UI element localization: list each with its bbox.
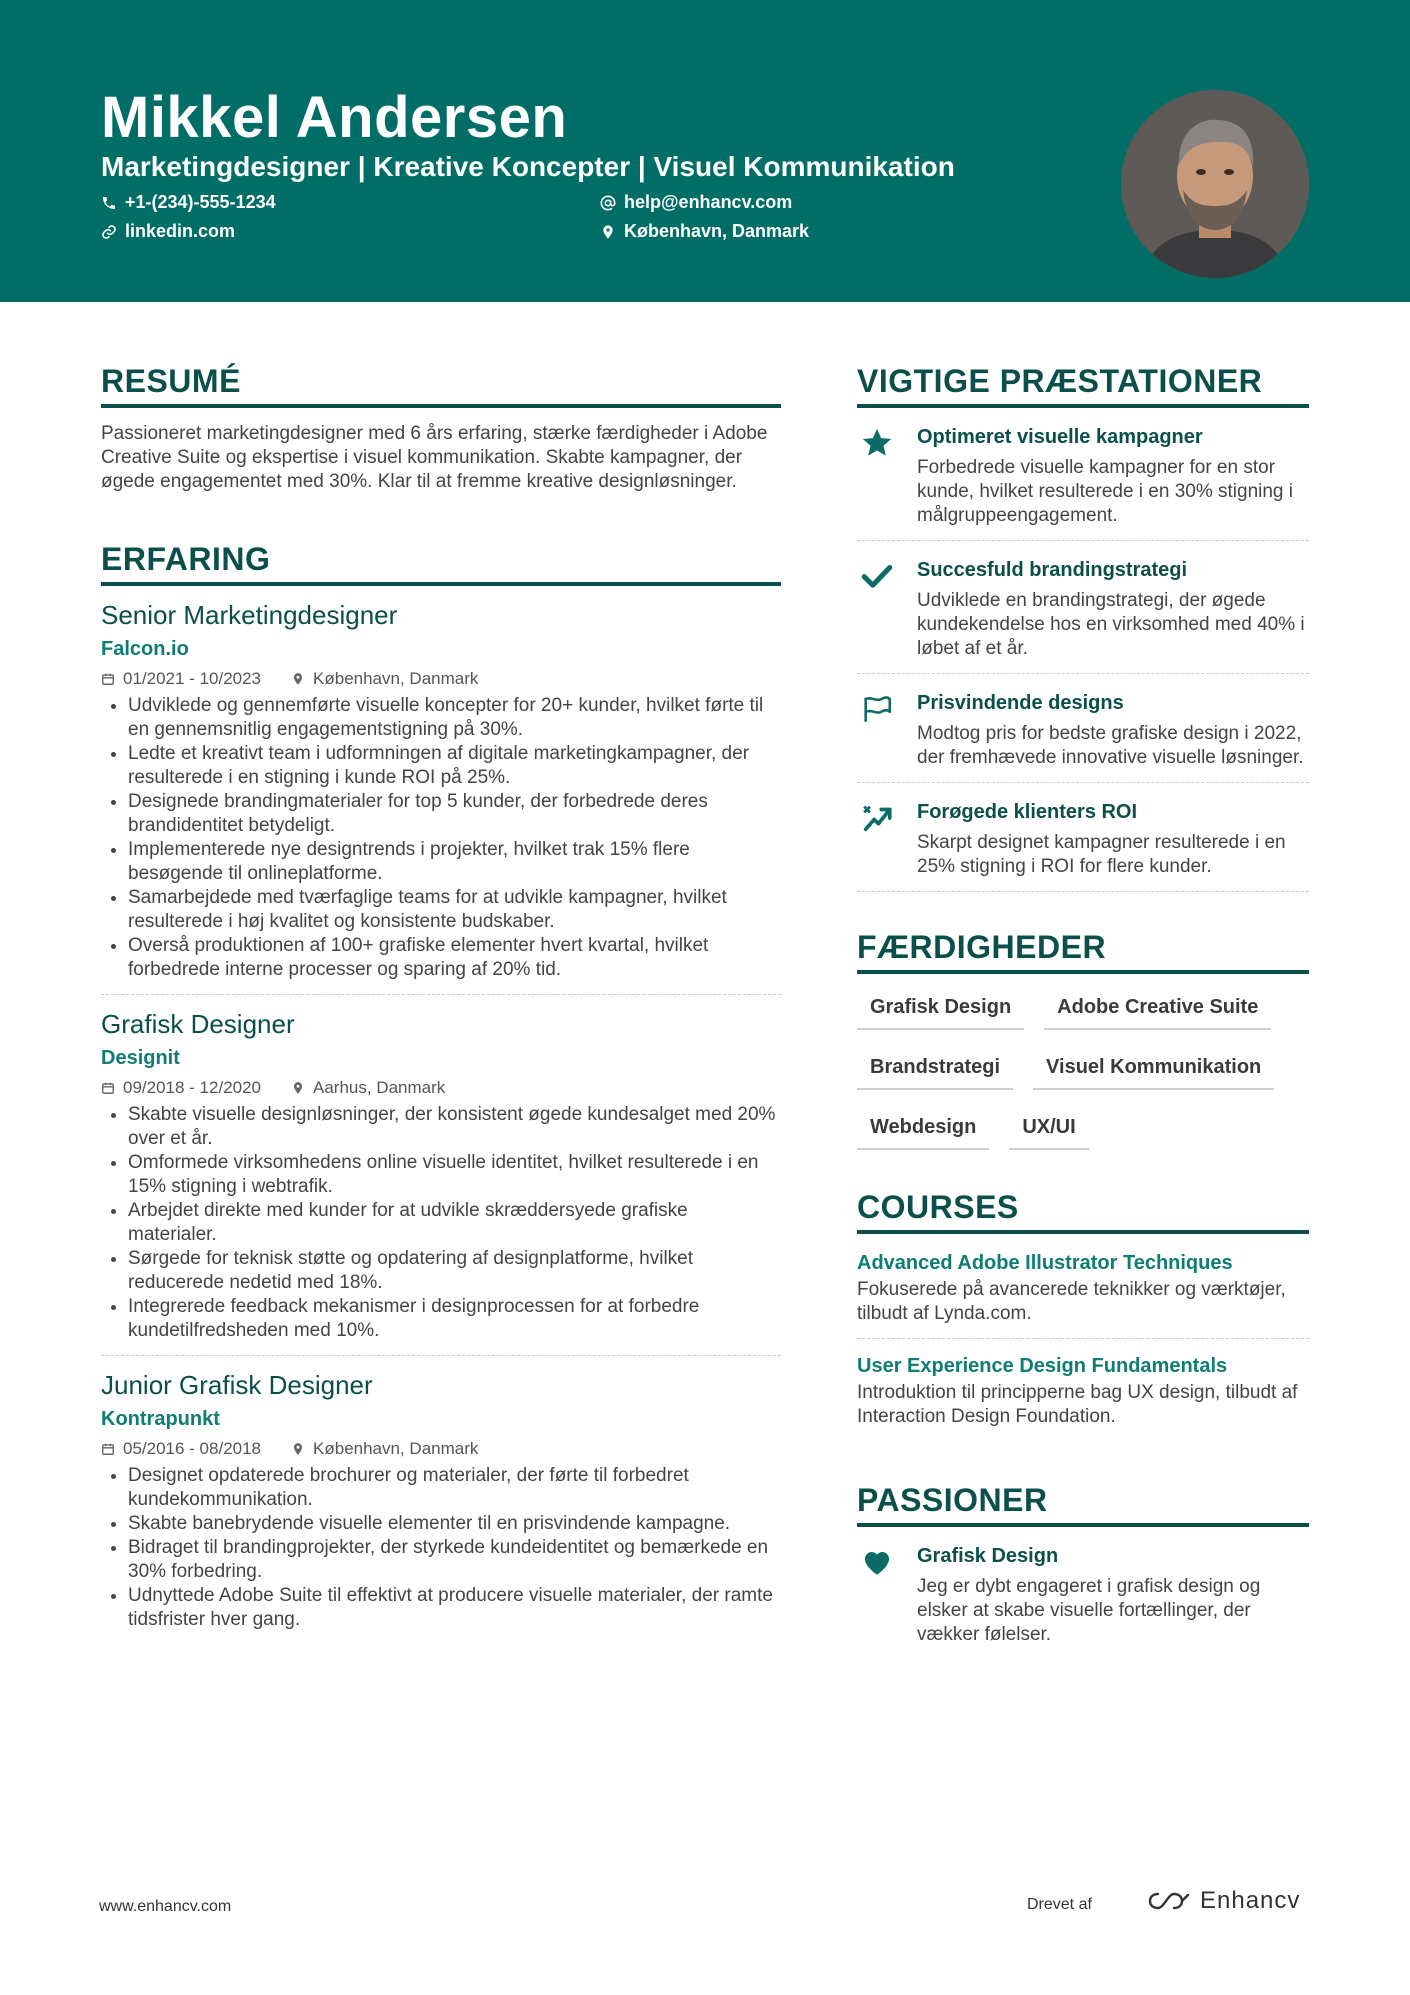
job-bullets xyxy=(101,694,781,982)
job-bullets xyxy=(101,1464,781,1632)
skill-tag: Adobe Creative Suite xyxy=(1044,988,1271,1030)
bullet-item: • Sørgede for teknisk støtte og opdatering af designplatforme, hvilket reducerede nedetid med 18%. xyxy=(128,1247,781,1295)
job-bullets xyxy=(101,1103,781,1343)
right-column xyxy=(857,360,1309,1659)
achievement-desc: Forbedrede visuelle kampagner for en stor kunde, hvilket resulterede i en 30% stigning i målgruppeengagement. xyxy=(917,457,1294,526)
contact-email[interactable] xyxy=(600,192,792,213)
job-company: Kontrapunkt xyxy=(101,1408,220,1430)
experience-heading: ERFARING xyxy=(101,538,781,586)
divider xyxy=(101,994,781,995)
bullet-item: • Designet opdaterede brochurer og materialer, der førte til forbedret kundekommunikation. xyxy=(128,1464,781,1512)
achievement-item xyxy=(857,541,1309,674)
skills-list xyxy=(857,988,1309,1150)
bullet-item: • Skabte visuelle designløsninger, der konsistent øgede kundesalget med 20% over et år. xyxy=(128,1103,781,1151)
summary-text: Passioneret marketingdesigner med 6 års erfaring, stærke færdigheder i Adobe Creative Suite og ekspertise i visuel kommunikation. Skabte kampagner, der øgede engagementet med 30%. Klar til at fremme kreative designløsninger. xyxy=(101,423,768,492)
achievement-title: Forøgede klienters ROI xyxy=(917,801,1138,823)
contact-linkedin[interactable] xyxy=(101,221,235,242)
bullet-item: • Samarbejdede med tværfaglige teams for at udvikle kampagner, hvilket resulterede i høj kvalitet og konsistente budskaber. xyxy=(128,886,781,934)
location-pin-icon xyxy=(291,1442,305,1456)
calendar-icon xyxy=(101,1442,115,1456)
course-desc: Introduktion til principperne bag UX design, tilbudt af Interaction Design Foundation. xyxy=(857,1382,1298,1427)
summary-heading: RESUMÉ xyxy=(101,360,781,408)
header-banner xyxy=(0,0,1410,302)
bullet-item: • Udnyttede Adobe Suite til effektivt at producere visuelle materialer, der ramte tidsfrister hver gang. xyxy=(128,1584,781,1632)
course-title: User Experience Design Fundamentals xyxy=(857,1355,1228,1377)
location-pin-icon xyxy=(291,1081,305,1095)
linkedin-text[interactable]: linkedin.com xyxy=(125,221,236,241)
candidate-name: Mikkel Andersen xyxy=(101,85,568,150)
location-pin-icon xyxy=(600,224,616,240)
job-entry xyxy=(101,1007,781,1356)
course-item xyxy=(857,1339,1309,1441)
phone-text: +1-(234)-555-1234 xyxy=(125,192,276,212)
achievement-item xyxy=(857,783,1309,892)
location-pin-icon xyxy=(291,672,305,686)
achievement-item xyxy=(857,674,1309,783)
brand-name: Enhancv xyxy=(1200,1887,1301,1914)
job-company: Falcon.io xyxy=(101,638,189,660)
left-column xyxy=(101,360,781,1632)
job-meta xyxy=(101,1077,781,1099)
bullet-item: • Omformede virksomhedens online visuelle identitet, hvilket resulterede i en 15% stigning i webtrafik. xyxy=(128,1151,781,1199)
achievement-title: Prisvindende designs xyxy=(917,692,1124,714)
calendar-icon xyxy=(101,672,115,686)
course-title: Advanced Adobe Illustrator Techniques xyxy=(857,1252,1233,1274)
passions-heading: PASSIONER xyxy=(857,1479,1309,1527)
job-title: Junior Grafisk Designer xyxy=(101,1370,373,1400)
calendar-icon xyxy=(101,1081,115,1095)
divider xyxy=(101,1355,781,1356)
job-dates: 09/2018 - 12/2020 xyxy=(123,1078,262,1097)
footer-powered-by: Drevet af xyxy=(1027,1896,1092,1913)
bullet-item: • Integrerede feedback mekanismer i designprocessen for at forbedre kundetilfredsheden med 10%. xyxy=(128,1295,781,1343)
candidate-title: Marketingdesigner | Kreative Koncepter | Visuel Kommunikation xyxy=(101,151,955,182)
skill-tag: Webdesign xyxy=(857,1108,989,1150)
bullet-item: • Udviklede og gennemførte visuelle koncepter for 20+ kunder, hvilket førte til en gennemsnitlig engagementstigning på 30%. xyxy=(128,694,781,742)
passion-item xyxy=(857,1527,1309,1659)
bullet-item: • Implementerede nye designtrends i projekter, hvilket trak 15% flere besøgende til onlineplatforme. xyxy=(128,838,781,886)
achievement-title: Succesfuld brandingstrategi xyxy=(917,559,1188,581)
course-desc: Fokuserede på avancerede teknikker og værktøjer, tilbudt af Lynda.com. xyxy=(857,1279,1286,1324)
contact-location xyxy=(600,221,809,242)
bullet-item: • Ledte et kreativt team i udformningen af digitale marketingkampagner, der resulterede i en stigning i kunde ROI på 25%. xyxy=(128,742,781,790)
passion-title: Grafisk Design xyxy=(917,1545,1059,1567)
skill-tag: Visuel Kommunikation xyxy=(1033,1048,1274,1090)
star-icon xyxy=(860,426,894,460)
job-dates: 05/2016 - 08/2018 xyxy=(123,1439,262,1458)
achievement-desc: Udviklede en brandingstrategi, der øgede kundekendelse hos en virksomhed med 40% i løbet af et år. xyxy=(917,590,1305,659)
passion-desc: Jeg er dybt engageret i grafisk design og elsker at skabe visuelle fortællinger, der vækker følelser. xyxy=(917,1576,1261,1645)
job-location: Aarhus, Danmark xyxy=(313,1078,446,1097)
job-title: Grafisk Designer xyxy=(101,1009,295,1039)
bullet-item: • Overså produktionen af 100+ grafiske elementer hvert kvartal, hvilket forbedrede interne processer og sparing af 20% tid. xyxy=(128,934,781,982)
achievement-desc: Modtog pris for bedste grafiske design i 2022, der fremhævede innovative visuelle løsninger. xyxy=(917,723,1304,768)
job-dates: 01/2021 - 10/2023 xyxy=(123,669,262,688)
job-location: København, Danmark xyxy=(313,1439,479,1458)
courses-heading: COURSES xyxy=(857,1186,1309,1234)
achievement-desc: Skarpt designet kampagner resulterede i en 25% stigning i ROI for flere kunder. xyxy=(917,832,1286,877)
footer-website[interactable]: www.enhancv.com xyxy=(99,1898,232,1915)
job-company: Designit xyxy=(101,1047,180,1069)
job-location: København, Danmark xyxy=(313,669,479,688)
job-entry xyxy=(101,598,781,995)
phone-icon xyxy=(101,195,117,211)
job-entry xyxy=(101,1368,781,1632)
contact-phone xyxy=(101,192,276,213)
bullet-item: • Skabte banebrydende visuelle elementer til en prisvindende kampagne. xyxy=(128,1512,781,1536)
profile-photo xyxy=(1121,90,1309,278)
achievement-title: Optimeret visuelle kampagner xyxy=(917,426,1203,448)
skill-tag: Brandstrategi xyxy=(857,1048,1013,1090)
job-meta xyxy=(101,1438,781,1460)
bullet-item: • Designede brandingmaterialer for top 5 kunder, der forbedrede deres brandidentitet betydeligt. xyxy=(128,790,781,838)
bullet-item: • Arbejdet direkte med kunder for at udvikle skræddersyede grafiske materialer. xyxy=(128,1199,781,1247)
infinity-logo-icon xyxy=(1146,1889,1192,1913)
growth-icon xyxy=(860,801,894,835)
bullet-item: • Bidraget til brandingprojekter, der styrkede kundeidentitet og bemærkede en 30% forbedring. xyxy=(128,1536,781,1584)
flag-icon xyxy=(860,692,894,726)
course-item xyxy=(857,1234,1309,1339)
link-icon xyxy=(101,224,117,240)
job-meta xyxy=(101,668,781,690)
email-text[interactable]: help@enhancv.com xyxy=(624,192,793,212)
location-text: København, Danmark xyxy=(624,221,810,241)
job-title: Senior Marketingdesigner xyxy=(101,600,398,630)
skills-heading: FÆRDIGHEDER xyxy=(857,926,1309,974)
checkmark-icon xyxy=(860,559,894,593)
achievements-heading: VIGTIGE PRÆSTATIONER xyxy=(857,360,1309,408)
skill-tag: UX/UI xyxy=(1009,1108,1088,1150)
at-icon xyxy=(600,195,616,211)
heart-icon xyxy=(860,1545,894,1579)
skill-tag: Grafisk Design xyxy=(857,988,1024,1030)
achievement-item xyxy=(857,408,1309,541)
enhancv-logo[interactable] xyxy=(1146,1887,1300,1915)
